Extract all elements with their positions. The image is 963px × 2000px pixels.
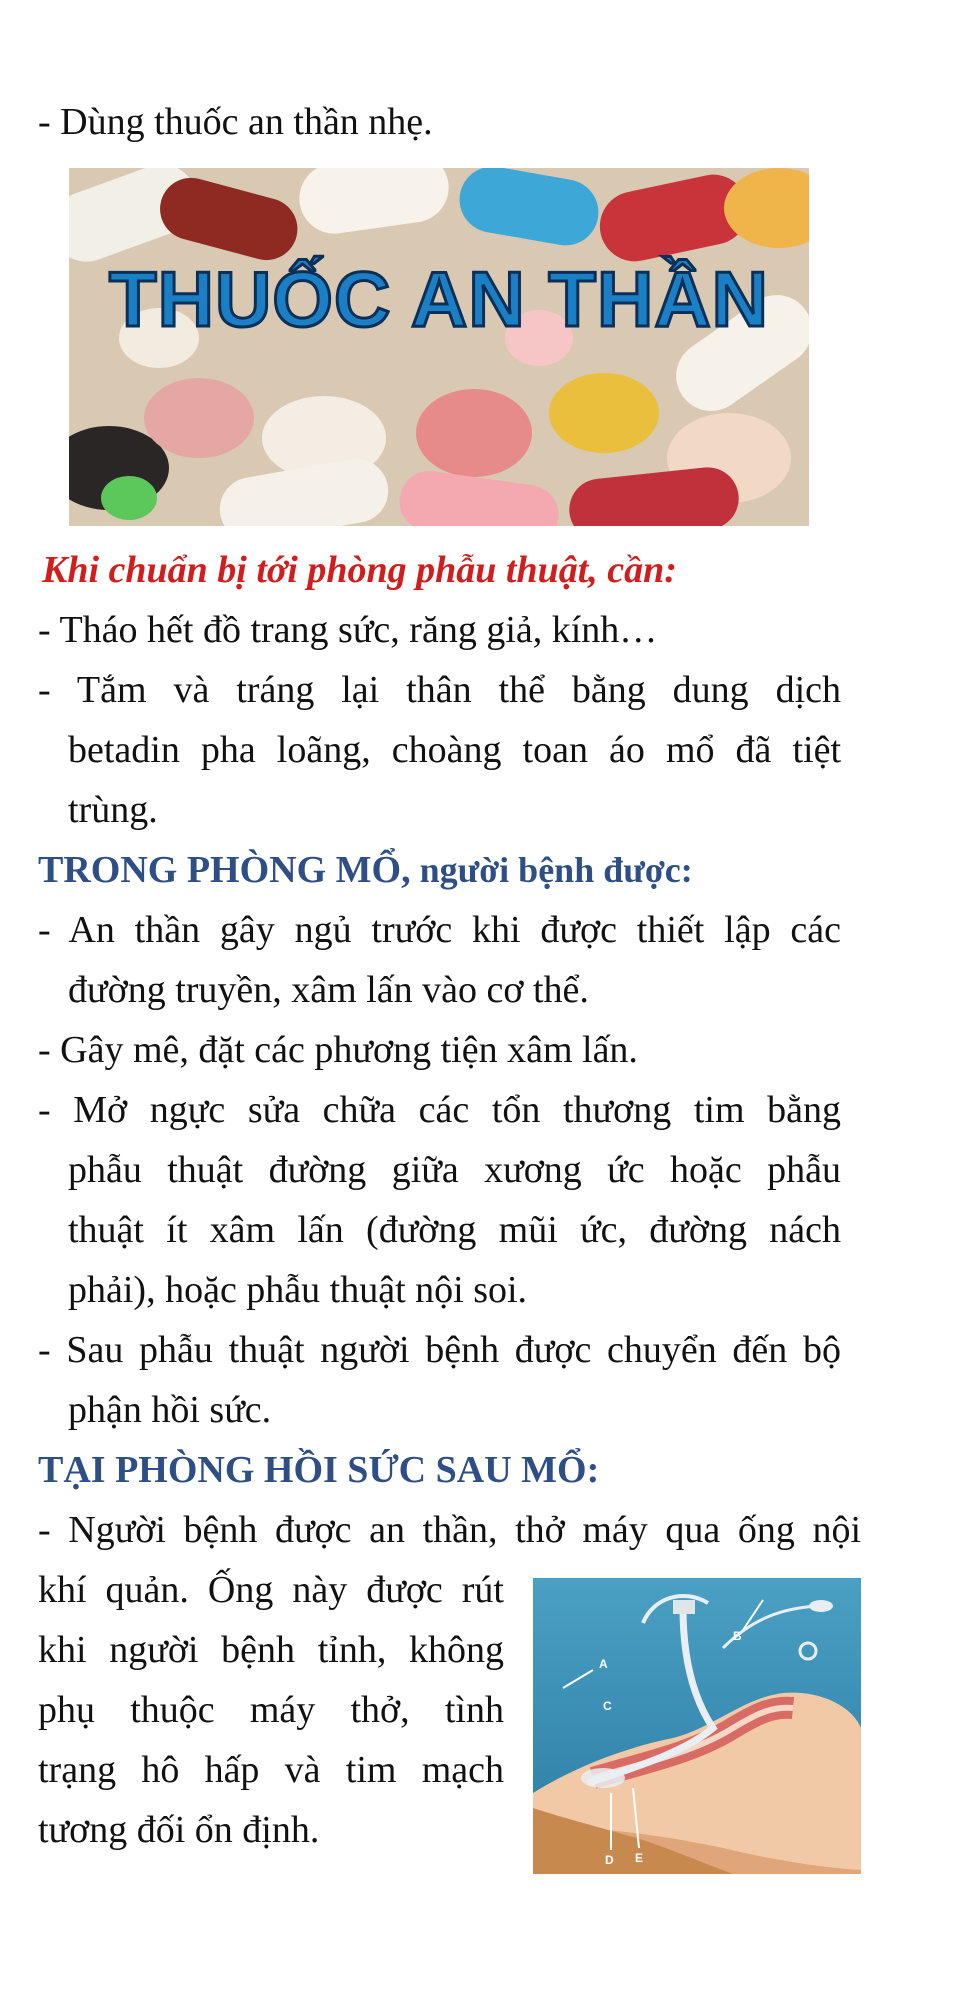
prep-line-2: - Tắm và tráng lại thân thể bằng dung dịch xyxy=(38,669,841,711)
prep-heading: Khi chuẩn bị tới phòng phẫu thuật, cần: xyxy=(42,549,677,591)
or-heading-caps: TRONG PHÒNG MỔ, xyxy=(38,849,411,891)
banner-title: THUỐC AN THẦN xyxy=(108,255,770,343)
recovery-line-3: khi người bệnh tỉnh, không xyxy=(38,1629,504,1671)
recovery-line-1: - Người bệnh được an thần, thở máy qua ống nội xyxy=(38,1509,861,1551)
recovery-heading: TẠI PHÒNG HỒI SỨC SAU MỔ: xyxy=(38,1449,600,1491)
recovery-line-6: tương đối ổn định. xyxy=(38,1809,320,1851)
or-line-1: - An thần gây ngủ trước khi được thiết lập các xyxy=(38,909,841,951)
label-b: B xyxy=(733,1629,742,1643)
or-line-2: đường truyền, xâm lấn vào cơ thể. xyxy=(68,969,589,1011)
or-line-7: phải), hoặc phẫu thuật nội soi. xyxy=(68,1269,528,1311)
sedative-pills-banner xyxy=(69,168,809,526)
intro-line: - Dùng thuốc an thần nhẹ. xyxy=(38,101,433,143)
label-c: C xyxy=(603,1699,612,1713)
prep-line-4: trùng. xyxy=(68,789,158,831)
prep-line-3: betadin pha loãng, choàng toan áo mổ đã tiệt xyxy=(68,729,841,771)
recovery-line-5: trạng hô hấp và tim mạch xyxy=(38,1749,504,1791)
or-line-4: - Mở ngực sửa chữa các tổn thương tim bằng xyxy=(38,1089,841,1131)
label-a: A xyxy=(599,1657,608,1671)
pills-illustration xyxy=(69,168,809,526)
label-e: E xyxy=(635,1851,644,1865)
or-line-6: thuật ít xâm lấn (đường mũi ức, đường nách xyxy=(68,1209,841,1251)
recovery-line-4: phụ thuộc máy thở, tình xyxy=(38,1689,504,1731)
or-line-9: phận hồi sức. xyxy=(68,1389,272,1431)
or-heading-rest: người bệnh được: xyxy=(410,850,693,890)
intubation-diagram xyxy=(533,1578,861,1874)
or-line-8: - Sau phẫu thuật người bệnh được chuyển đến bộ xyxy=(38,1329,841,1371)
prep-line-1: - Tháo hết đồ trang sức, răng giả, kính… xyxy=(38,609,658,651)
or-line-5: phẫu thuật đường giữa xương ức hoặc phẫu xyxy=(68,1149,841,1191)
intubation-illustration xyxy=(533,1578,861,1874)
or-heading xyxy=(38,840,693,900)
or-line-3: - Gây mê, đặt các phương tiện xâm lấn. xyxy=(38,1029,638,1071)
recovery-line-2: khí quản. Ống này được rút xyxy=(38,1569,504,1611)
label-d: D xyxy=(605,1853,614,1867)
